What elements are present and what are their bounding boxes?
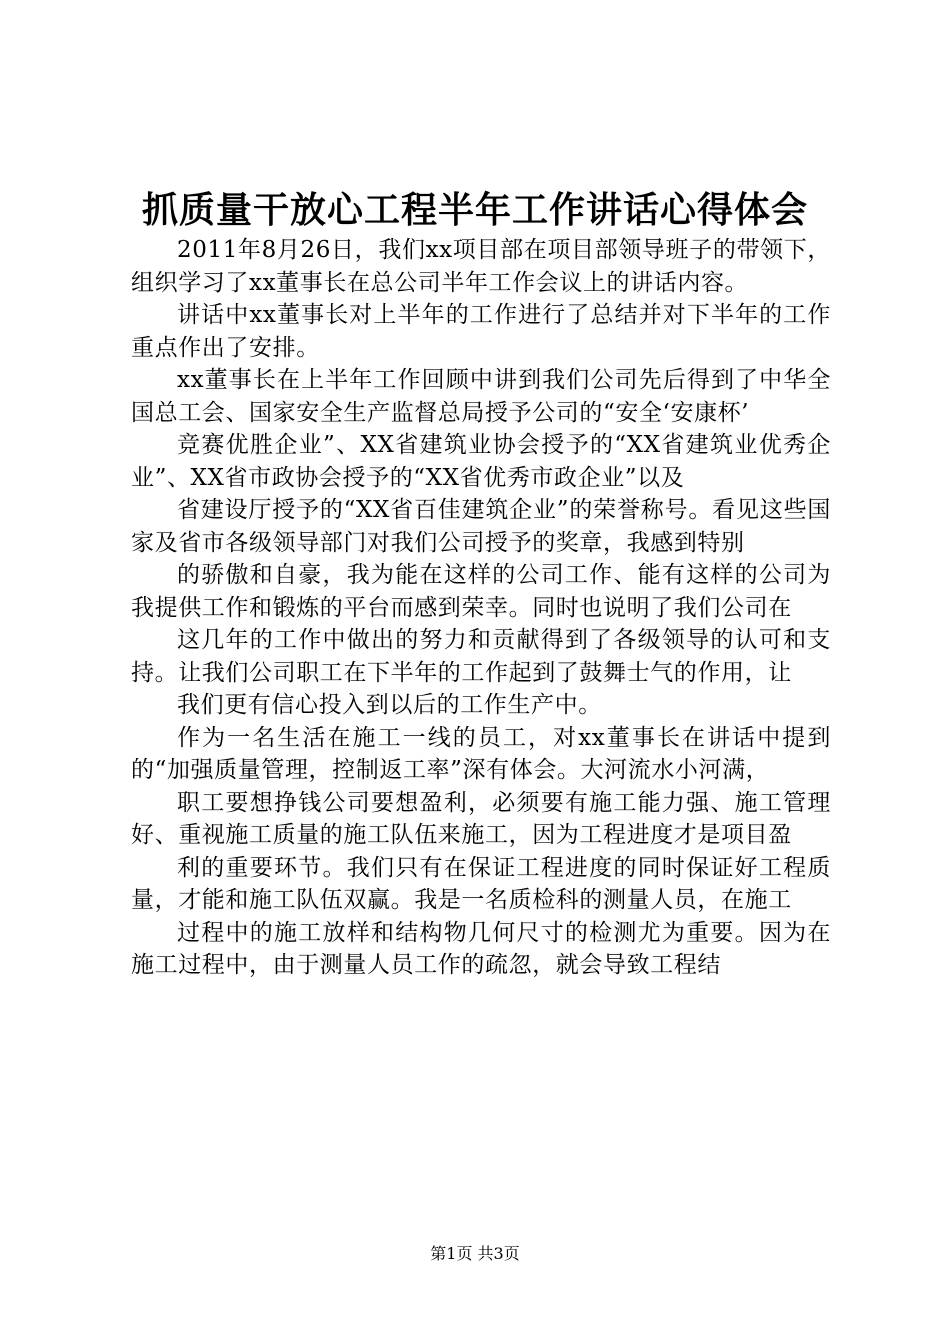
paragraph-3: xx董事长在上半年工作回顾中讲到我们公司先后得到了中华全国总工会、国家安全生产监督总局授予公司的“安全‘安康杯’ xyxy=(131,367,831,426)
paragraph-5: 省建设厅授予的“XX省百佳建筑企业”的荣誉称号。看见这些国家及省市各级领导部门对我们公司授予的奖章，我感到特别 xyxy=(131,497,831,556)
paragraph-2: 讲话中xx董事长对上半年的工作进行了总结并对下半年的工作重点作出了安排。 xyxy=(131,302,831,361)
paragraph-4: 竞赛优胜企业”、XX省建筑业协会授予的“XX省建筑业优秀企业”、XX省市政协会授予的“XX省优秀市政企业”以及 xyxy=(131,432,831,491)
page-number-footer: 第1页 共3页 xyxy=(430,1244,520,1263)
paragraph-8: 我们更有信心投入到以后的工作生产中。 xyxy=(177,692,602,718)
paragraph-7: 这几年的工作中做出的努力和贡献得到了各级领导的认可和支持。让我们公司职工在下半年的工作起到了鼓舞士气的作用，让 xyxy=(131,627,831,686)
document-body xyxy=(131,234,831,982)
paragraph-9: 作为一名生活在施工一线的员工，对xx董事长在讲话中提到的“加强质量管理，控制返工率”深有体会。大河流水小河满， xyxy=(131,724,831,783)
document-title: 抓质量干放心工程半年工作讲话心得体会 xyxy=(141,189,808,231)
paragraph-12: 过程中的施工放样和结构物几何尺寸的检测尤为重要。因为在施工过程中，由于测量人员工作的疏忽，就会导致工程结 xyxy=(131,919,831,978)
paragraph-11: 利的重要环节。我们只有在保证工程进度的同时保证好工程质量，才能和施工队伍双赢。我是一名质检科的测量人员，在施工 xyxy=(131,854,831,913)
paragraph-1: 2011年8月26日，我们xx项目部在项目部领导班子的带领下，组织学习了xx董事长在总公司半年工作会议上的讲话内容。 xyxy=(131,237,831,296)
paragraph-6: 的骄傲和自豪，我为能在这样的公司工作、能有这样的公司为我提供工作和锻炼的平台而感到荣幸。同时也说明了我们公司在 xyxy=(131,562,831,621)
paragraph-10: 职工要想挣钱公司要想盈利，必须要有施工能力强、施工管理好、重视施工质量的施工队伍来施工，因为工程进度才是项目盈 xyxy=(131,789,831,848)
